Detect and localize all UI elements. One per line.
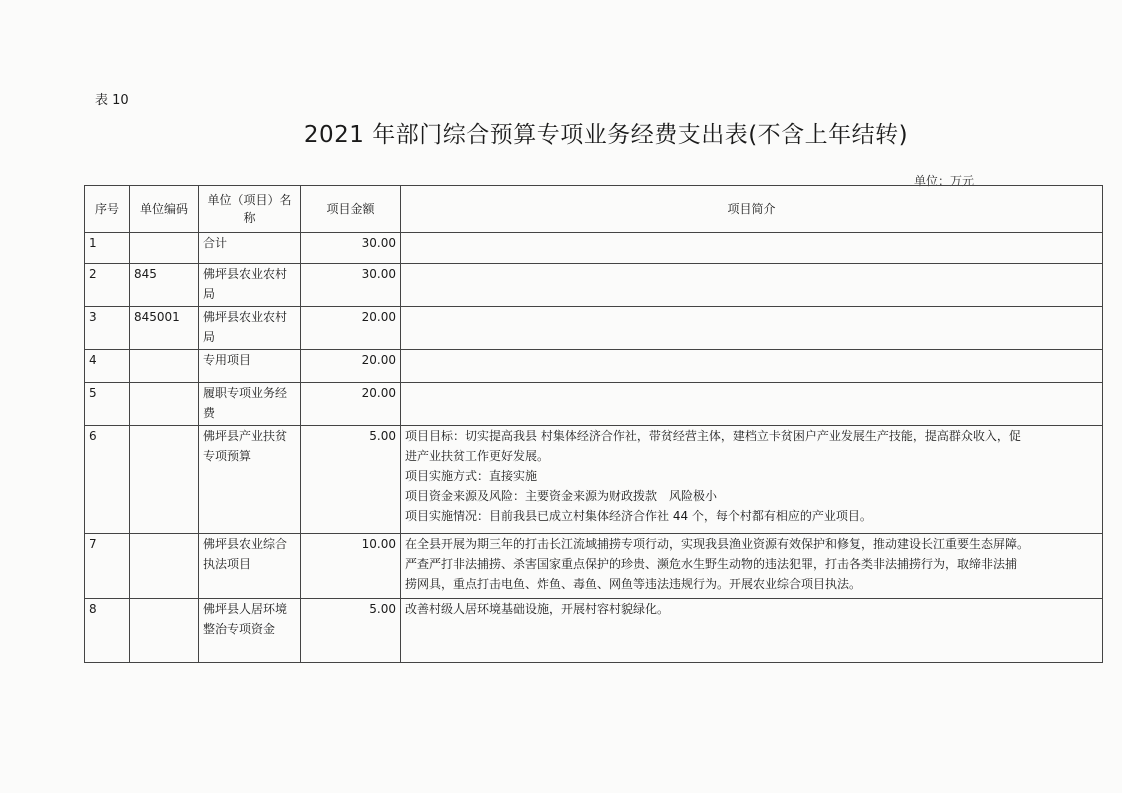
cell-code: 845001 (130, 307, 199, 350)
cell-seq: 8 (85, 599, 130, 663)
cell-amount: 20.00 (301, 383, 401, 426)
cell-code (130, 350, 199, 383)
cell-unit-name: 佛坪县农业农村局 (199, 264, 301, 307)
cell-unit-name: 专用项目 (199, 350, 301, 383)
header-seq: 序号 (85, 186, 130, 233)
cell-seq: 5 (85, 383, 130, 426)
cell-desc (401, 264, 1103, 307)
cell-code (130, 599, 199, 663)
table-body (85, 233, 1103, 663)
cell-seq: 7 (85, 534, 130, 599)
cell-code: 845 (130, 264, 199, 307)
header-code: 单位编码 (130, 186, 199, 233)
cell-desc (401, 599, 1103, 663)
desc-line: 捞网具，重点打击电鱼、炸鱼、毒鱼、网鱼等违法违规行为。开展农业综合项目执法。 (405, 577, 862, 591)
cell-amount: 10.00 (301, 534, 401, 599)
budget-table (84, 185, 1103, 663)
cell-amount: 30.00 (301, 233, 401, 264)
page-title: 2021 年部门综合预算专项业务经费支出表(不含上年结转) (303, 122, 909, 148)
cell-desc (401, 426, 1103, 534)
cell-seq: 4 (85, 350, 130, 383)
cell-desc (401, 233, 1103, 264)
header-unit-name: 单位（项目）名称 (199, 186, 301, 233)
cell-unit-name: 佛坪县农业综合执法项目 (199, 534, 301, 599)
cell-code (130, 383, 199, 426)
desc-line: 进产业扶贫工作更好发展。 (405, 449, 550, 463)
table-row (85, 599, 1103, 663)
cell-amount: 5.00 (301, 599, 401, 663)
table-row (85, 426, 1103, 534)
cell-unit-name: 佛坪县人居环境整治专项资金 (199, 599, 301, 663)
cell-desc (401, 534, 1103, 599)
cell-amount: 20.00 (301, 307, 401, 350)
desc-line: 项目资金来源及风险：主要资金来源为财政拨款 风险极小 (405, 489, 718, 503)
desc-line: 项目实施情况：目前我县已成立村集体经济合作社 44 个，每个村都有相应的产业项目。 (405, 509, 872, 523)
cell-seq: 2 (85, 264, 130, 307)
cell-amount: 20.00 (301, 350, 401, 383)
cell-desc (401, 383, 1103, 426)
cell-seq: 1 (85, 233, 130, 264)
cell-code (130, 534, 199, 599)
table-number-label: 表 10 (95, 93, 129, 108)
cell-code (130, 426, 199, 534)
cell-desc (401, 307, 1103, 350)
desc-line: 项目目标：切实提高我县 村集体经济合作社，带贫经营主体，建档立卡贫困户产业发展生产技能，提高群众收入，促 (405, 429, 1021, 443)
table-row (85, 233, 1103, 264)
desc-line: 在全县开展为期三年的打击长江流域捕捞专项行动，实现我县渔业资源有效保护和修复，推动建设长江重要生态屏障。 (405, 537, 1030, 551)
cell-amount: 5.00 (301, 426, 401, 534)
header-desc: 项目简介 (401, 186, 1103, 233)
table-header-row (85, 186, 1103, 233)
cell-unit-name: 佛坪县产业扶贫专项预算 (199, 426, 301, 534)
desc-line: 严查严打非法捕捞、杀害国家重点保护的珍贵、濒危水生野生动物的违法犯罪，打击各类非法捕捞行为，取缔非法捕 (405, 557, 1018, 571)
cell-seq: 3 (85, 307, 130, 350)
cell-unit-name: 履职专项业务经费 (199, 383, 301, 426)
table-row (85, 534, 1103, 599)
table-row (85, 350, 1103, 383)
cell-desc (401, 350, 1103, 383)
table-row (85, 383, 1103, 426)
unit-label: 单位：万元 (914, 174, 975, 188)
desc-line: 改善村级人居环境基础设施，开展村容村貌绿化。 (405, 602, 670, 616)
cell-code (130, 233, 199, 264)
cell-seq: 6 (85, 426, 130, 534)
header-amount: 项目金额 (301, 186, 401, 233)
table-row (85, 264, 1103, 307)
cell-unit-name: 合计 (199, 233, 301, 264)
table-row (85, 307, 1103, 350)
cell-unit-name: 佛坪县农业农村局 (199, 307, 301, 350)
cell-amount: 30.00 (301, 264, 401, 307)
desc-line: 项目实施方式：直接实施 (405, 469, 538, 483)
